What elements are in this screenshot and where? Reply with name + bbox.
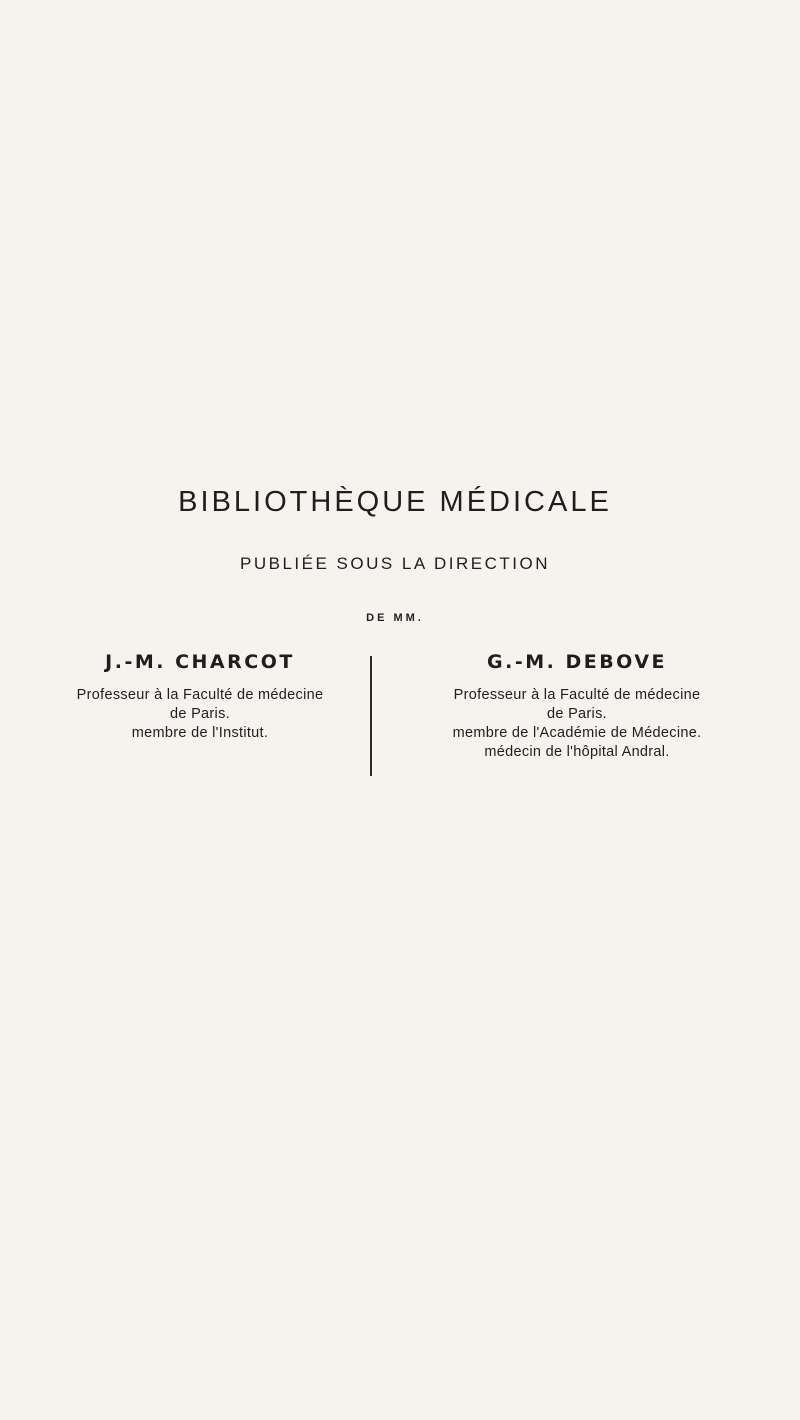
published-under-line: PUBLIÉE SOUS LA DIRECTION bbox=[239, 554, 550, 573]
director-name: J.-M. CHARCOT bbox=[105, 651, 295, 673]
column-divider bbox=[370, 656, 372, 776]
director-credential: membre de l'Académie de Médecine. bbox=[452, 725, 702, 741]
director-credential: membre de l'Institut. bbox=[131, 725, 269, 741]
de-mm-line: DE MM. bbox=[366, 612, 424, 624]
director-charcot bbox=[40, 650, 360, 743]
director-credential: de Paris. bbox=[170, 706, 230, 722]
series-title: BIBLIOTHÈQUE MÉDICALE bbox=[178, 486, 612, 518]
director-credential: de Paris. bbox=[547, 706, 607, 722]
director-debove bbox=[392, 650, 762, 762]
director-credential: Professeur à la Faculté de médecine bbox=[453, 687, 701, 703]
director-name: G.-M. DEBOVE bbox=[487, 651, 667, 673]
director-credential: médecin de l'hôpital Andral. bbox=[484, 744, 670, 760]
director-credential: Professeur à la Faculté de médecine bbox=[76, 687, 324, 703]
